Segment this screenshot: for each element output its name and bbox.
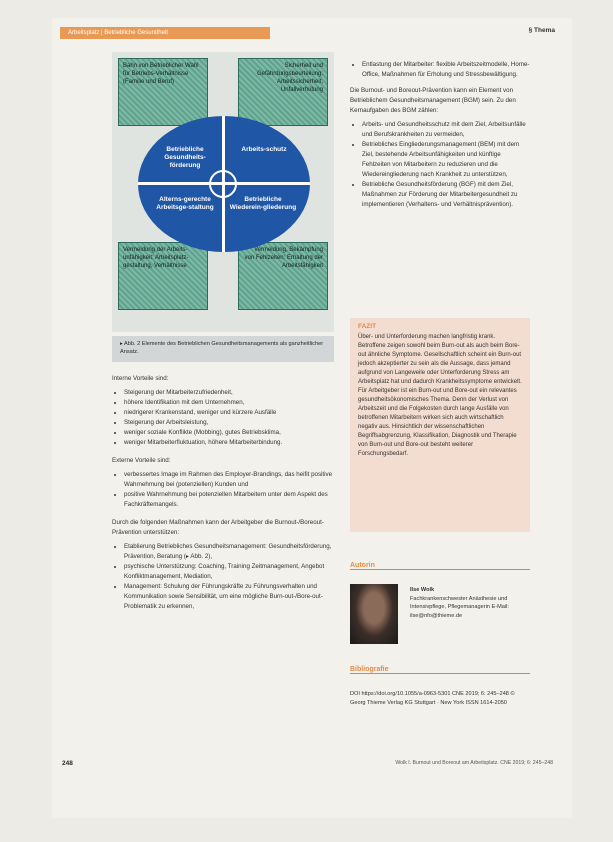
oval-label-arbeitsschutz: Arbeits-schutz [241, 146, 287, 153]
figure-caption: ▸ Abb. 2 Elemente des Betrieblichen Gesundheitsmanagements als ganzheitlicher Ansatz. [112, 336, 334, 362]
list-item: • Etablierung Betriebliches Gesundheitsmanagement: Gesundheitsförderung, Prävention, Beratung (▸ Abb. 2), [124, 542, 334, 562]
fazit-box [350, 318, 530, 532]
author-name: Ilse Wolk [410, 587, 435, 593]
bibliografie-heading: Bibliografie [350, 666, 530, 674]
oval-center-ring [209, 170, 237, 198]
section-band: Arbeitsplatz | Betriebliche Gesundheit [60, 27, 270, 39]
list-item: • Management: Schulung der Führungskräfte zu Führungsverhalten und Kommunikation sowie Sensibilität, um eine mögliche Burn-out-/Bore-out-Problematik zu erkennen, [124, 582, 334, 612]
extern-list [112, 470, 334, 510]
bgm-list [350, 120, 530, 210]
section-label: § Thema [528, 27, 555, 34]
quad-bottom-left: Vermeidung der Arbeits-unfähigkeit: Arbeitsplatz-gestaltung, Verhältnisse [118, 242, 208, 310]
quad-top-left: Bahn von Betrieblicher Wahl für Betriebs-Verhältnisse (Familie und Beruf) [118, 58, 208, 126]
list-item: • Steigerung der Arbeitsleistung, [124, 418, 334, 428]
fazit-title: FAZIT [358, 323, 377, 330]
list-item: • positive Wahrnehmung bei potenziellen Mitarbeitern unter dem Aspekt des Fachkräftemangels. [124, 490, 334, 510]
intern-heading: Interne Vorteile sind: [112, 375, 169, 382]
intern-list [112, 388, 334, 448]
quad-bottom-right: Vermeidung, Bekämpfung von Fehlzeiten: Erhaltung der Arbeitsfähigkeit [238, 242, 328, 310]
list-item: • niedrigerer Krankenstand, weniger und kürzere Ausfälle [124, 408, 334, 418]
author-photo [350, 584, 398, 644]
left-column [112, 374, 334, 612]
quad-top-right: Sicherheit und Gefährdungsbeurteilung: Arbeitssicherheit, Unfallverhütung [238, 58, 328, 126]
author-block [410, 586, 530, 620]
list-item: • Arbeits- und Gesundheitsschutz mit dem Ziel, Arbeitsunfälle und Berufskrankheiten zu vermeiden, [362, 120, 530, 140]
list-item: • Entlastung der Mitarbeiter: flexible Arbeitszeitmodelle, Home-Office, Maßnahmen für Erholung und Stressbewältigung. [362, 60, 530, 80]
measures-list [112, 542, 334, 612]
list-item: • weniger Mitarbeiterfluktuation, höhere Mitarbeiterbindung. [124, 438, 334, 448]
page-number: 248 [62, 760, 73, 767]
bgm-intro: Die Burnout- und Boreout-Prävention kann ein Element von Betrieblichem Gesundheitsmanagement (BGM) sein. Zu den Kernaufgaben des BGM zählen: [350, 87, 516, 114]
oval-label-gesundheitsfoerderung: Betriebliche Gesundheits-förderung [164, 146, 206, 169]
list-item: • verbessertes Image im Rahmen des Employer-Brandings, das heifit positive Wahrnehmung bei (potenziellen) Kunden und [124, 470, 334, 490]
author-info: Fachkrankenschwester Anästhesie und Intensivpflege, Pflegemanagerin E-Mail: ilse@nfo@thieme.de [410, 595, 509, 619]
measures-intro: Durch die folgenden Maßnahmen kann der Arbeitgeber die Burnout-/Boreout-Prävention unterstützen: [112, 519, 324, 536]
extern-heading: Externe Vorteile sind: [112, 457, 171, 464]
list-item: • Betriebliches Eingliederungsmanagement (BEM) mit dem Ziel, bestehende Arbeitsunfähigkeiten und künftige Fehlzeiten von Mitarbeitern zu reduzieren und die Wiedereingliederung nach Krankheit zu unterstützen, [362, 140, 530, 180]
bgm-oval [138, 116, 310, 252]
right-column [350, 60, 530, 210]
list-item: • psychische Unterstützung: Coaching, Training Zeitmanagement, Angebot Konfliktmanagement, Mediation, [124, 562, 334, 582]
list-item: • Betriebliche Gesundheitsförderung (BGF) mit dem Ziel, Maßnahmen zur Förderung der Mitarbeitergesundheit zu implementieren (Verhaltens- und Verhältnisprävention). [362, 180, 530, 210]
list-item: • weniger soziale Konflikte (Mobbing), gutes Betriebsklima, [124, 428, 334, 438]
relief-list [350, 60, 530, 80]
bibliografie-text: DOI https://doi.org/10.1055/a-0963-5301 CNE 2019; 6: 245–248 © Georg Thieme Verlag KG Stuttgart · New York ISSN 1614-2050 [350, 691, 515, 706]
list-item: • Steigerung der Mitarbeiterzufriedenheit, [124, 388, 334, 398]
oval-label-wiedereingliederung: Betriebliche Wiederein-gliederung [229, 196, 297, 211]
fazit-text: Über- und Unterforderung machen langfristig krank. Betroffene zeigen sowohl beim Burn-out als auch beim Bore-out ähnliche Symptome. Gesellschaftlich scheint ein Burn-out jedoch akzeptierter zu sein als die Aussage, dass jemand aufgrund von Langeweile oder Unterforderung Stress am Arbeitsplatz hat und dadurch Krankheitssymptome entwickelt. Für Arbeitgeber ist ein Burn-out und Bore-out ein relevantes gesundheitsökonomisches Thema. Denn der Verlust von Arbeitszeit und die Folgekosten durch lange Ausfälle von betroffenen Mitarbeitern wirken sich auch wirtschaftlich negativ aus. Hinsichtlich der wissenschaftlichen Begriffsabgrenzung, Klassifikation, Diagnostik und Therapie von Burn-out und Bore-out besteht weiterer Forschungsbedarf. [358, 334, 522, 457]
autorin-heading: Autorin [350, 562, 530, 570]
list-item: • höhere Identifikation mit dem Unternehmen, [124, 398, 334, 408]
oval-label-alternsgerecht: Alterns-gerechte Arbeitsge-staltung [156, 196, 214, 211]
journal-citation: Wolk I. Burnout und Boreout am Arbeitsplatz. CNE 2019; 6: 245–248 [395, 760, 553, 766]
